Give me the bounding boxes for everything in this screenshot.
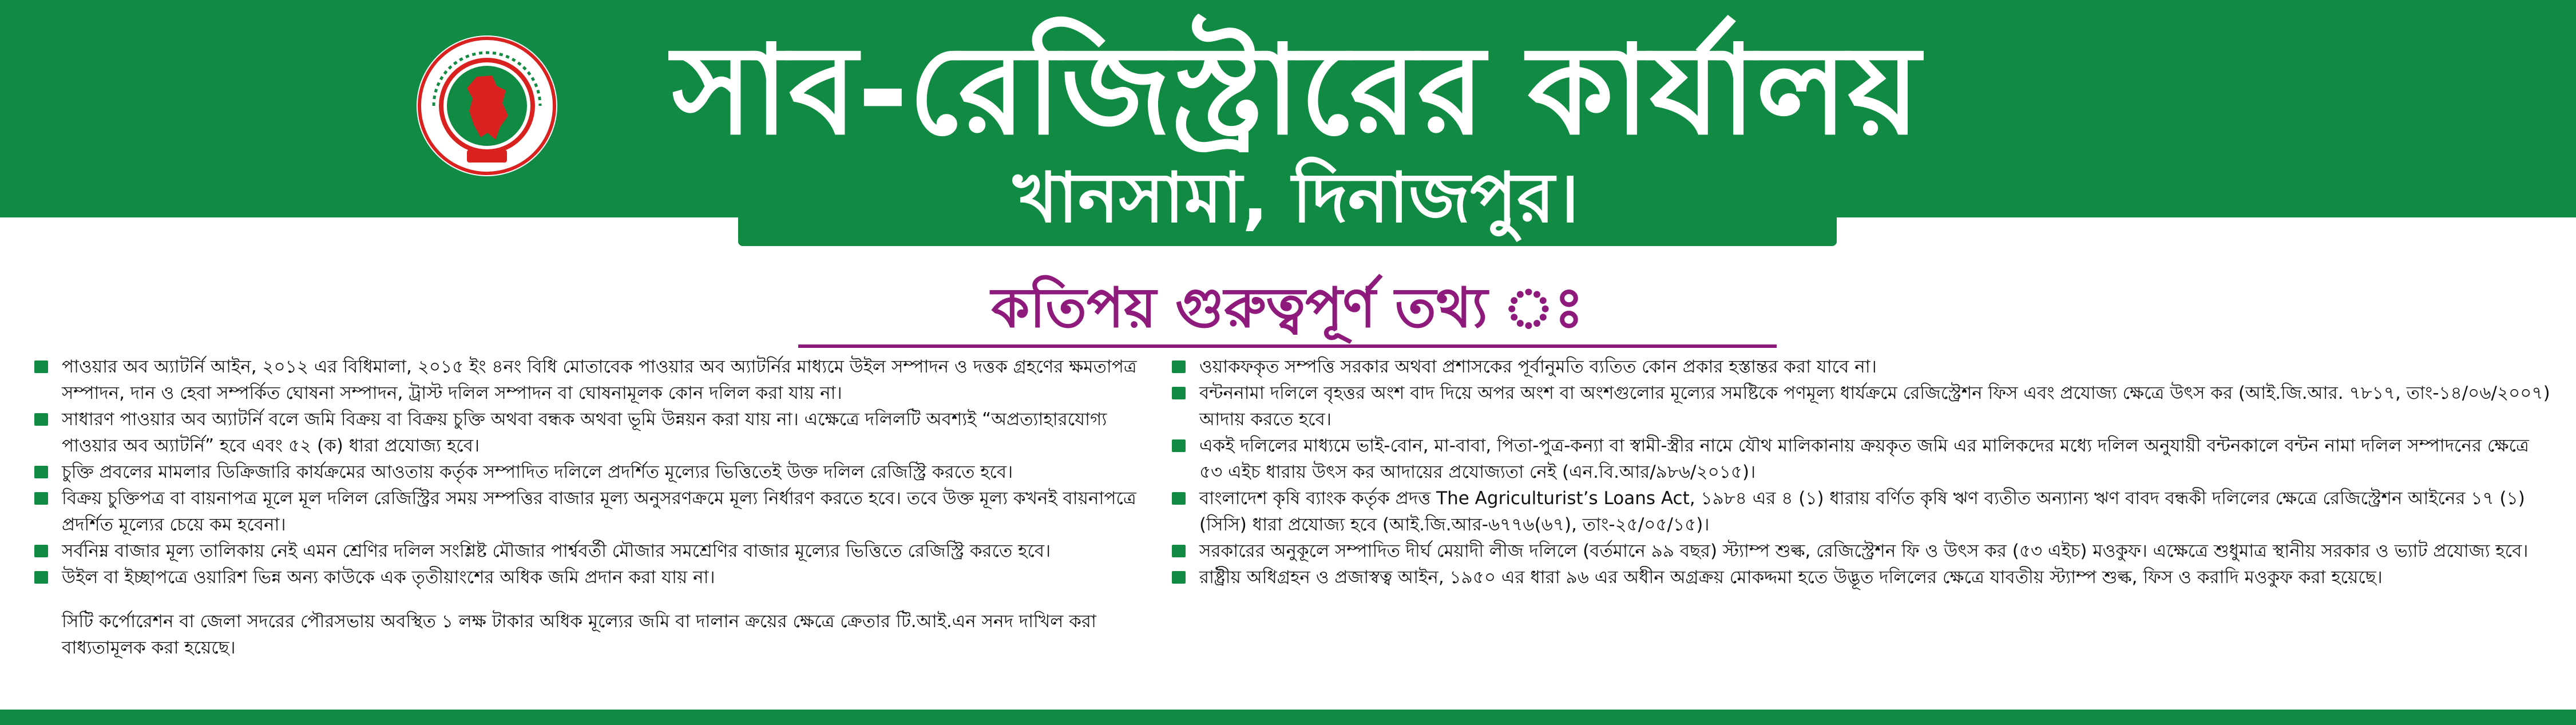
page-subtitle: খানসামা, দিনাজপুর। — [1013, 159, 1579, 238]
page-title: সাব-রেজিস্ট্রারের কার্যালয় — [672, 18, 1920, 162]
bullet-icon — [34, 492, 48, 505]
list-item: সাধারণ পাওয়ার অব অ্যাটর্নি বলে জমি বিক্রয় বা বিক্রয় চুক্তি অথবা বন্ধক অথবা ভূমি উন্নয়ন করা যায় না। এক্ষেত্রে দলিলটি অবশ্যই “অপ্রত্যাহারযোগ্য পাওয়ার অব অ্যাটর্নি” হবে এবং ৫২ (ক) ধারা প্রযোজ্য হবে। — [34, 406, 1156, 459]
footer-bar — [0, 710, 2576, 725]
list-item: রাষ্ট্রীয় অধিগ্রহন ও প্রজাস্বত্ব আইন, ১৯৫০ এর ধারা ৯৬ এর অধীন অগ্রক্রয় মোকদ্দমা হতে উদ্ভূত দলিলের ক্ষেত্রে যাবতীয় স্ট্যাম্প শুল্ক, ফিস ও করাদি মওকুফ করা হয়েছে। — [1172, 564, 2557, 591]
bullet-icon — [1172, 387, 1186, 399]
bullet-icon — [1172, 492, 1186, 505]
bullet-icon — [34, 466, 48, 478]
list-item: বাংলাদেশ কৃষি ব্যাংক কর্তৃক প্রদত্ত The Agriculturist’s Loans Act, ১৯৮৪ এর ৪ (১) ধারায় বর্ণিত কৃষি ঋণ ব্যতীত অন্যান্য ঋণ বাবদ বন্ধকী দলিলের ক্ষেত্রে রেজিস্ট্রেশন আইনের ১৭ (১) (সিসি) ধারা প্রযোজ্য হবে (আই.জি.আর-৬৭৭৬(৬৭), তাং-২৫/০৫/১৫)। — [1172, 485, 2557, 538]
list-item: বন্টননামা দলিলে বৃহত্তর অংশ বাদ দিয়ে অপর অংশ বা অংশগুলোর মূল্যের সমষ্টিকে পণমূল্য ধার্যক্রমে রেজিস্ট্রেশন ফিস এবং প্রযোজ্য ক্ষেত্রে উৎস কর (আই.জি.আর. ৭৮১৭, তাং-১৪/০৬/২০০৭) আদায় করতে হবে। — [1172, 380, 2557, 433]
list-item: সরকারের অনুকূলে সম্পাদিত দীর্ঘ মেয়াদী লীজ দলিলে (বর্তমানে ৯৯ বছর) স্ট্যাম্প শুল্ক, রেজিস্ট্রেশন ফি ও উৎস কর (৫৩ এইচ) মওকুফ। এক্ষেত্রে শুধুমাত্র স্থানীয় সরকার ও ভ্যাট প্রযোজ্য হবে। — [1172, 538, 2557, 564]
bullet-icon — [34, 360, 48, 373]
bullet-icon — [1172, 545, 1186, 557]
list-item: ওয়াকফকৃত সম্পত্তি সরকার অথবা প্রশাসকের পূর্বানুমতি ব্যতিত কোন প্রকার হস্তান্তর করা যাবে না। — [1172, 354, 2557, 380]
bullet-icon — [34, 413, 48, 426]
right-info-column — [1172, 354, 2557, 591]
list-item: পাওয়ার অব অ্যাটর্নি আইন, ২০১২ এর বিধিমালা, ২০১৫ ইং ৪নং বিধি মোতাবেক পাওয়ার অব অ্যাটর্নির মাধ্যমে উইল সম্পাদন ও দত্তক গ্রহণের ক্ষমতাপত্র সম্পাদন, দান ও হেবা সম্পর্কিত ঘোষনা সম্পাদন, ট্রাস্ট দলিল সম্পাদন বা ঘোষনামূলক কোন দলিল করা যায় না। — [34, 354, 1156, 406]
bullet-icon — [1172, 571, 1186, 584]
list-item: সর্বনিম্ন বাজার মূল্য তালিকায় নেই এমন শ্রেণির দলিল সংশ্লিষ্ট মৌজার পার্শ্ববর্তী মৌজার সমশ্রেণির বাজার মূল্যের ভিত্তিতে রেজিস্ট্রি করতে হবে। — [34, 538, 1156, 564]
bullet-icon — [1172, 360, 1186, 373]
bullet-icon — [34, 545, 48, 557]
bullet-icon — [34, 571, 48, 584]
list-item: একই দলিলের মাধ্যমে ভাই-বোন, মা-বাবা, পিতা-পুত্র-কন্যা বা স্বামী-স্ত্রীর নামে যৌথ মালিকানায় ক্রয়কৃত জমি এর মালিকদের মধ্যে দলিল অনুযায়ী বন্টনকালে বন্টন নামা দলিল সম্পাদনের ক্ষেত্রে ৫৩ এইচ ধারায় উৎস কর আদায়ের প্রযোজ্যতা নেই (এন.বি.আর/৯৮৬/২০১৫)। — [1172, 433, 2557, 485]
list-item: চুক্তি প্রবলের মামলার ডিক্রিজারি কার্যক্রমের আওতায় কর্তৃক সম্পাদিত দলিলে প্রদর্শিত মূল্যের ভিত্তিতেই উক্ত দলিল রেজিস্ট্রি করতে হবে। — [34, 459, 1156, 485]
bullet-icon — [1172, 439, 1186, 452]
list-item: বিক্রয় চুক্তিপত্র বা বায়নাপত্র মূলে মূল দলিল রেজিস্ট্রির সময় সম্পত্তির বাজার মূল্য অনুসরণক্রমে মূল্য নির্ধারণ করতে হবে। তবে উক্ত মূল্য কখনই বায়নাপত্রে প্রদর্শিত মূল্যের চেয়ে কম হবেনা। — [34, 485, 1156, 538]
left-info-column — [34, 354, 1156, 679]
section-heading: কতিপয় গুরুত্বপূর্ণ তথ্য ঃ — [991, 276, 1584, 340]
heading-underline — [798, 344, 1777, 348]
government-seal-icon — [417, 35, 557, 176]
list-item-note: সিটি কর্পোরেশন বা জেলা সদরের পৌরসভায় অবস্থিত ১ লক্ষ টাকার অধিক মূল্যের জমি বা দালান ক্রয়ের ক্ষেত্রে ক্রেতার টি.আই.এন সনদ দাখিল করা বাধ্যতামূলক করা হয়েছে। — [62, 611, 1096, 658]
list-item: উইল বা ইচ্ছাপত্রে ওয়ারিশ ভিন্ন অন্য কাউকে এক তৃতীয়াংশের অধিক জমি প্রদান করা যায় না। — [34, 564, 1156, 591]
